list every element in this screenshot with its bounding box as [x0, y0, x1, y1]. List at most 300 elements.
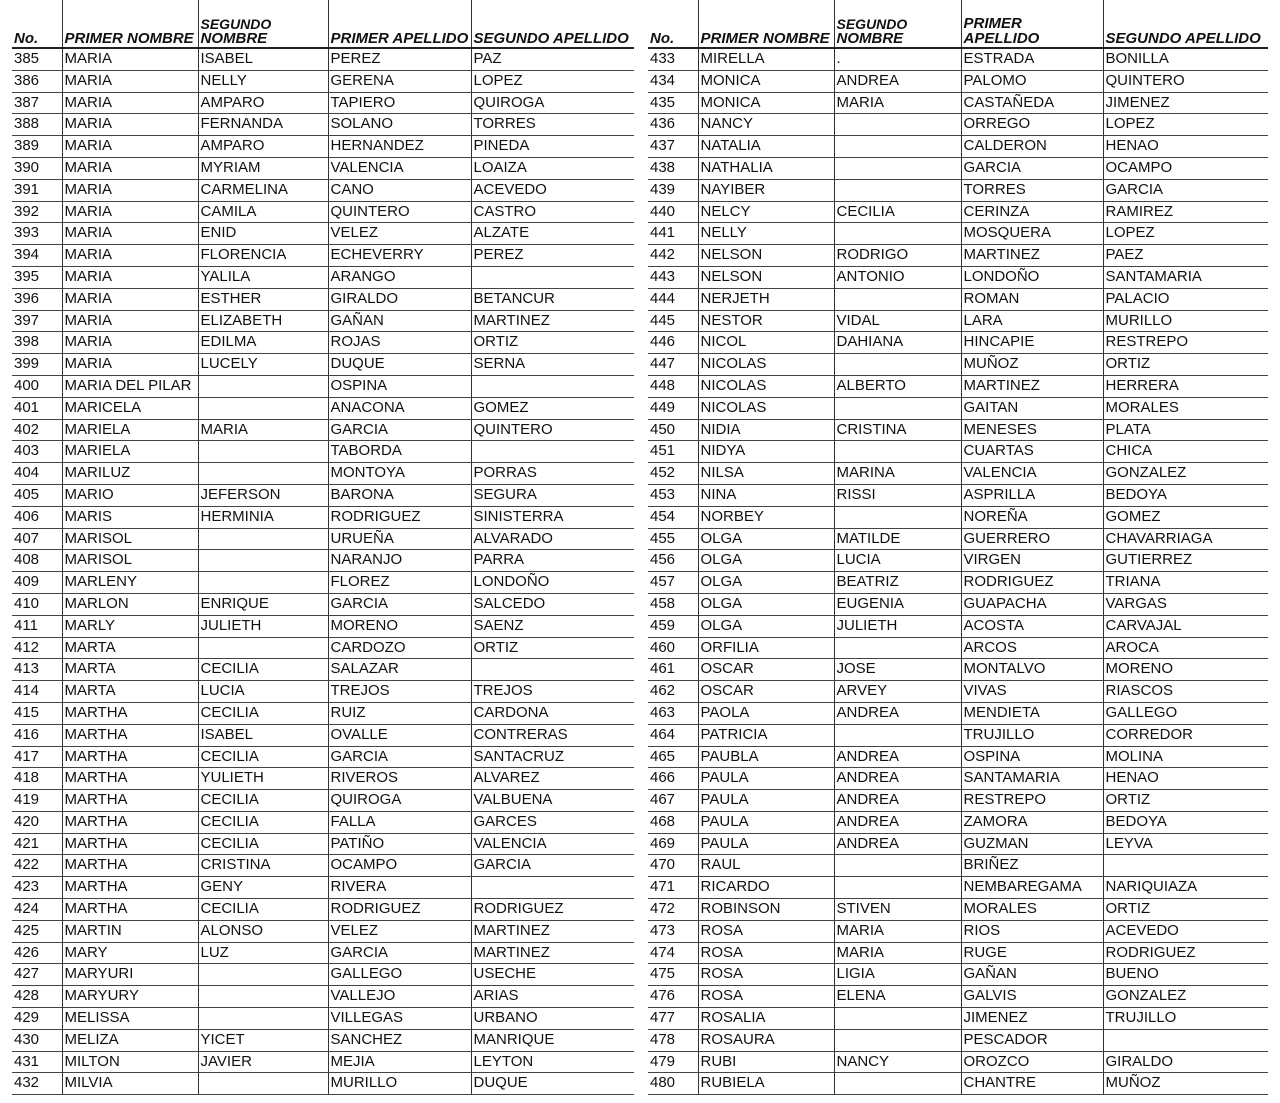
- cell-no: 452: [648, 463, 698, 485]
- cell-segundo-nombre: DAHIANA: [834, 332, 961, 354]
- cell-primer-nombre: MARTHA: [62, 811, 198, 833]
- cell-primer-apellido: ROMAN: [961, 288, 1103, 310]
- cell-segundo-nombre: ARVEY: [834, 681, 961, 703]
- cell-primer-nombre: MELIZA: [62, 1029, 198, 1051]
- cell-primer-apellido: PATIÑO: [328, 833, 471, 855]
- cell-primer-nombre: NILSA: [698, 463, 834, 485]
- cell-no: 422: [12, 855, 62, 877]
- cell-primer-apellido: PALOMO: [961, 70, 1103, 92]
- cell-segundo-nombre: ANDREA: [834, 833, 961, 855]
- cell-no: 463: [648, 702, 698, 724]
- cell-segundo-nombre: [834, 223, 961, 245]
- cell-primer-apellido: RIVEROS: [328, 768, 471, 790]
- cell-no: 391: [12, 179, 62, 201]
- header-segundo-nombre-top: SEGUNDO: [200, 16, 272, 32]
- cell-primer-nombre: MARTHA: [62, 768, 198, 790]
- cell-segundo-apellido: NARIQUIAZA: [1103, 877, 1268, 899]
- cell-no: 409: [12, 572, 62, 594]
- cell-primer-nombre: MONICA: [698, 70, 834, 92]
- cell-segundo-nombre: LUCIA: [834, 550, 961, 572]
- cell-segundo-apellido: RAMIREZ: [1103, 201, 1268, 223]
- cell-segundo-nombre: LUZ: [198, 942, 328, 964]
- table-row: [648, 920, 1268, 942]
- cell-segundo-apellido: RODRIGUEZ: [1103, 942, 1268, 964]
- cell-segundo-apellido: LEYVA: [1103, 833, 1268, 855]
- cell-segundo-apellido: SERNA: [471, 354, 634, 376]
- cell-no: 419: [12, 790, 62, 812]
- cell-segundo-apellido: PORRAS: [471, 463, 634, 485]
- table-row: [12, 201, 634, 223]
- header-row: [12, 0, 634, 48]
- cell-segundo-apellido: VALENCIA: [471, 833, 634, 855]
- cell-primer-apellido: ASPRILLA: [961, 484, 1103, 506]
- cell-segundo-apellido: QUINTERO: [471, 419, 634, 441]
- cell-primer-nombre: MILVIA: [62, 1073, 198, 1095]
- cell-primer-nombre: NATHALIA: [698, 157, 834, 179]
- cell-no: 447: [648, 354, 698, 376]
- cell-segundo-nombre: RODRIGO: [834, 245, 961, 267]
- cell-segundo-apellido: [471, 375, 634, 397]
- cell-primer-nombre: NERJETH: [698, 288, 834, 310]
- cell-primer-apellido: RIVERA: [328, 877, 471, 899]
- cell-primer-apellido: GALLEGO: [328, 964, 471, 986]
- cell-segundo-apellido: CARVAJAL: [1103, 615, 1268, 637]
- cell-segundo-nombre: YULIETH: [198, 768, 328, 790]
- table-row: [648, 506, 1268, 528]
- cell-segundo-apellido: GOMEZ: [1103, 506, 1268, 528]
- cell-no: 415: [12, 702, 62, 724]
- cell-segundo-apellido: CASTRO: [471, 201, 634, 223]
- table-row: [12, 877, 634, 899]
- cell-segundo-nombre: [834, 157, 961, 179]
- cell-no: 474: [648, 942, 698, 964]
- cell-segundo-apellido: GONZALEZ: [1103, 986, 1268, 1008]
- cell-segundo-apellido: PAZ: [471, 48, 634, 70]
- cell-segundo-nombre: CECILIA: [834, 201, 961, 223]
- cell-segundo-nombre: CAMILA: [198, 201, 328, 223]
- cell-primer-apellido: VELEZ: [328, 223, 471, 245]
- table-row: [12, 768, 634, 790]
- cell-no: 407: [12, 528, 62, 550]
- cell-primer-nombre: RUBIELA: [698, 1073, 834, 1095]
- cell-primer-apellido: OSPINA: [961, 746, 1103, 768]
- table-row: [12, 245, 634, 267]
- cell-primer-nombre: MARIA: [62, 201, 198, 223]
- cell-segundo-nombre: BEATRIZ: [834, 572, 961, 594]
- cell-segundo-apellido: RESTREPO: [1103, 332, 1268, 354]
- cell-primer-nombre: OLGA: [698, 550, 834, 572]
- cell-primer-nombre: MARTHA: [62, 877, 198, 899]
- cell-primer-apellido: OROZCO: [961, 1051, 1103, 1073]
- cell-primer-nombre: ROSA: [698, 942, 834, 964]
- cell-segundo-apellido: ALVAREZ: [471, 768, 634, 790]
- cell-segundo-apellido: GARCES: [471, 811, 634, 833]
- cell-primer-apellido: SOLANO: [328, 114, 471, 136]
- cell-segundo-nombre: ANDREA: [834, 702, 961, 724]
- cell-primer-nombre: ORFILIA: [698, 637, 834, 659]
- cell-segundo-nombre: LUCELY: [198, 354, 328, 376]
- cell-segundo-nombre: CECILIA: [198, 790, 328, 812]
- cell-segundo-apellido: LOPEZ: [1103, 223, 1268, 245]
- cell-primer-apellido: GIRALDO: [328, 288, 471, 310]
- table-row: [648, 245, 1268, 267]
- cell-segundo-nombre: ANDREA: [834, 746, 961, 768]
- cell-segundo-apellido: AROCA: [1103, 637, 1268, 659]
- table-row: [12, 419, 634, 441]
- cell-primer-nombre: RAUL: [698, 855, 834, 877]
- cell-segundo-nombre: [834, 114, 961, 136]
- cell-no: 459: [648, 615, 698, 637]
- cell-no: 387: [12, 92, 62, 114]
- cell-primer-nombre: MARIA: [62, 288, 198, 310]
- header-segundo-apellido: SEGUNDO APELLIDO: [1103, 0, 1268, 48]
- table-row: [12, 375, 634, 397]
- table-row: [648, 136, 1268, 158]
- cell-no: 423: [12, 877, 62, 899]
- cell-segundo-apellido: MORALES: [1103, 397, 1268, 419]
- table-row: [12, 637, 634, 659]
- cell-segundo-nombre: ANDREA: [834, 811, 961, 833]
- cell-segundo-nombre: [198, 1008, 328, 1030]
- table-row: [648, 899, 1268, 921]
- cell-primer-apellido: MORENO: [328, 615, 471, 637]
- cell-no: 442: [648, 245, 698, 267]
- table-row: [648, 855, 1268, 877]
- cell-primer-apellido: VALLEJO: [328, 986, 471, 1008]
- cell-segundo-nombre: NANCY: [834, 1051, 961, 1073]
- table-row: [648, 354, 1268, 376]
- cell-primer-nombre: ROSALIA: [698, 1008, 834, 1030]
- cell-segundo-nombre: [834, 136, 961, 158]
- cell-no: 453: [648, 484, 698, 506]
- cell-primer-nombre: RUBI: [698, 1051, 834, 1073]
- table-row: [12, 441, 634, 463]
- cell-segundo-nombre: MARINA: [834, 463, 961, 485]
- cell-segundo-apellido: PEREZ: [471, 245, 634, 267]
- cell-primer-apellido: GALVIS: [961, 986, 1103, 1008]
- cell-segundo-apellido: BONILLA: [1103, 48, 1268, 70]
- cell-primer-nombre: MARLON: [62, 593, 198, 615]
- cell-segundo-apellido: MUÑOZ: [1103, 1073, 1268, 1095]
- table-row: [648, 310, 1268, 332]
- cell-primer-nombre: MARICELA: [62, 397, 198, 419]
- cell-no: 397: [12, 310, 62, 332]
- cell-primer-apellido: MARTINEZ: [961, 245, 1103, 267]
- cell-no: 392: [12, 201, 62, 223]
- cell-no: 404: [12, 463, 62, 485]
- cell-segundo-nombre: EUGENIA: [834, 593, 961, 615]
- cell-primer-nombre: MARIELA: [62, 419, 198, 441]
- cell-primer-nombre: MELISSA: [62, 1008, 198, 1030]
- cell-segundo-nombre: [198, 397, 328, 419]
- header-primer-apellido: PRIMER APELLIDO: [961, 0, 1103, 48]
- cell-segundo-apellido: SEGURA: [471, 484, 634, 506]
- cell-primer-apellido: ECHEVERRY: [328, 245, 471, 267]
- cell-primer-nombre: MARTHA: [62, 899, 198, 921]
- cell-primer-apellido: BRIÑEZ: [961, 855, 1103, 877]
- cell-primer-apellido: NARANJO: [328, 550, 471, 572]
- cell-no: 385: [12, 48, 62, 70]
- cell-primer-nombre: MONICA: [698, 92, 834, 114]
- cell-primer-nombre: MARTIN: [62, 920, 198, 942]
- header-primer-nombre: PRIMER NOMBRE: [62, 0, 198, 48]
- cell-no: 427: [12, 964, 62, 986]
- cell-segundo-nombre: [198, 1073, 328, 1095]
- table-row: [648, 484, 1268, 506]
- table-row: [648, 48, 1268, 70]
- cell-no: 458: [648, 593, 698, 615]
- table-row: [12, 942, 634, 964]
- cell-primer-nombre: ROBINSON: [698, 899, 834, 921]
- cell-no: 439: [648, 179, 698, 201]
- table-row: [648, 441, 1268, 463]
- cell-primer-apellido: TORRES: [961, 179, 1103, 201]
- cell-primer-nombre: ROSA: [698, 920, 834, 942]
- cell-primer-apellido: GARCIA: [961, 157, 1103, 179]
- cell-no: 425: [12, 920, 62, 942]
- cell-primer-apellido: MUÑOZ: [961, 354, 1103, 376]
- cell-primer-apellido: MOSQUERA: [961, 223, 1103, 245]
- cell-segundo-nombre: [198, 441, 328, 463]
- cell-primer-nombre: MARTHA: [62, 724, 198, 746]
- cell-primer-apellido: BARONA: [328, 484, 471, 506]
- cell-primer-nombre: NINA: [698, 484, 834, 506]
- cell-segundo-nombre: CECILIA: [198, 659, 328, 681]
- cell-segundo-nombre: [198, 637, 328, 659]
- cell-segundo-nombre: [198, 375, 328, 397]
- cell-segundo-nombre: [834, 441, 961, 463]
- cell-no: 461: [648, 659, 698, 681]
- cell-primer-apellido: GUERRERO: [961, 528, 1103, 550]
- table-row: [12, 572, 634, 594]
- table-row: [12, 833, 634, 855]
- table-row: [12, 70, 634, 92]
- cell-no: 479: [648, 1051, 698, 1073]
- table-row: [648, 528, 1268, 550]
- cell-primer-apellido: RODRIGUEZ: [961, 572, 1103, 594]
- cell-segundo-apellido: TRIANA: [1103, 572, 1268, 594]
- cell-segundo-nombre: JEFERSON: [198, 484, 328, 506]
- cell-segundo-apellido: VALBUENA: [471, 790, 634, 812]
- cell-primer-nombre: MARTA: [62, 637, 198, 659]
- cell-segundo-nombre: FLORENCIA: [198, 245, 328, 267]
- cell-no: 457: [648, 572, 698, 594]
- cell-primer-apellido: VILLEGAS: [328, 1008, 471, 1030]
- cell-no: 403: [12, 441, 62, 463]
- cell-segundo-apellido: MARTINEZ: [471, 920, 634, 942]
- cell-primer-apellido: NEMBAREGAMA: [961, 877, 1103, 899]
- cell-segundo-nombre: [834, 506, 961, 528]
- cell-no: 410: [12, 593, 62, 615]
- cell-no: 451: [648, 441, 698, 463]
- cell-primer-apellido: GAITAN: [961, 397, 1103, 419]
- cell-primer-nombre: NELSON: [698, 266, 834, 288]
- table-row: [12, 1051, 634, 1073]
- cell-primer-apellido: CASTAÑEDA: [961, 92, 1103, 114]
- cell-segundo-apellido: PAEZ: [1103, 245, 1268, 267]
- cell-segundo-nombre: [198, 572, 328, 594]
- cell-primer-nombre: NIDYA: [698, 441, 834, 463]
- table-row: [12, 899, 634, 921]
- cell-primer-nombre: MARLENY: [62, 572, 198, 594]
- cell-no: 389: [12, 136, 62, 158]
- cell-primer-nombre: OLGA: [698, 528, 834, 550]
- cell-segundo-nombre: LUCIA: [198, 681, 328, 703]
- table-row: [648, 790, 1268, 812]
- cell-segundo-nombre: ANTONIO: [834, 266, 961, 288]
- cell-no: 421: [12, 833, 62, 855]
- cell-segundo-nombre: YALILA: [198, 266, 328, 288]
- cell-primer-nombre: NESTOR: [698, 310, 834, 332]
- cell-primer-nombre: MARIA: [62, 136, 198, 158]
- table-row: [648, 746, 1268, 768]
- cell-primer-nombre: PAULA: [698, 833, 834, 855]
- cell-segundo-nombre: CECILIA: [198, 702, 328, 724]
- table-row: [648, 266, 1268, 288]
- table-row: [648, 157, 1268, 179]
- cell-no: 402: [12, 419, 62, 441]
- cell-no: 465: [648, 746, 698, 768]
- cell-no: 420: [12, 811, 62, 833]
- cell-no: 475: [648, 964, 698, 986]
- cell-primer-apellido: GAÑAN: [328, 310, 471, 332]
- cell-primer-nombre: MARTHA: [62, 790, 198, 812]
- cell-no: 406: [12, 506, 62, 528]
- cell-primer-nombre: MARIA: [62, 223, 198, 245]
- cell-segundo-apellido: LOAIZA: [471, 157, 634, 179]
- cell-segundo-apellido: [471, 266, 634, 288]
- cell-no: 429: [12, 1008, 62, 1030]
- cell-segundo-nombre: AMPARO: [198, 136, 328, 158]
- cell-no: 476: [648, 986, 698, 1008]
- table-row: [648, 964, 1268, 986]
- header-no: No.: [12, 0, 62, 48]
- cell-primer-apellido: CHANTRE: [961, 1073, 1103, 1095]
- cell-primer-nombre: MARTHA: [62, 855, 198, 877]
- cell-primer-nombre: NELCY: [698, 201, 834, 223]
- cell-primer-nombre: ROSAURA: [698, 1029, 834, 1051]
- cell-primer-apellido: MONTALVO: [961, 659, 1103, 681]
- right-name-table: [648, 0, 1268, 1095]
- cell-no: 444: [648, 288, 698, 310]
- table-row: [12, 484, 634, 506]
- cell-segundo-apellido: MARTINEZ: [471, 942, 634, 964]
- cell-no: 390: [12, 157, 62, 179]
- cell-segundo-nombre: NELLY: [198, 70, 328, 92]
- cell-no: 430: [12, 1029, 62, 1051]
- table-row: [648, 1051, 1268, 1073]
- cell-segundo-nombre: CECILIA: [198, 833, 328, 855]
- cell-primer-apellido: LONDOÑO: [961, 266, 1103, 288]
- cell-segundo-nombre: [834, 179, 961, 201]
- cell-primer-apellido: DUQUE: [328, 354, 471, 376]
- cell-primer-apellido: QUINTERO: [328, 201, 471, 223]
- cell-segundo-nombre: [834, 1073, 961, 1095]
- cell-primer-apellido: JIMENEZ: [961, 1008, 1103, 1030]
- table-row: [12, 615, 634, 637]
- cell-no: 393: [12, 223, 62, 245]
- cell-segundo-apellido: LONDOÑO: [471, 572, 634, 594]
- table-row: [12, 310, 634, 332]
- table-row: [648, 593, 1268, 615]
- cell-primer-nombre: MARILUZ: [62, 463, 198, 485]
- cell-primer-nombre: MARLY: [62, 615, 198, 637]
- cell-primer-apellido: RUIZ: [328, 702, 471, 724]
- table-row: [12, 1029, 634, 1051]
- cell-primer-nombre: NICOLAS: [698, 354, 834, 376]
- cell-primer-nombre: ROSA: [698, 964, 834, 986]
- cell-no: 433: [648, 48, 698, 70]
- cell-segundo-nombre: ELIZABETH: [198, 310, 328, 332]
- cell-primer-apellido: RUGE: [961, 942, 1103, 964]
- cell-no: 396: [12, 288, 62, 310]
- table-row: [12, 223, 634, 245]
- cell-segundo-apellido: ORTIZ: [471, 637, 634, 659]
- cell-primer-nombre: MARIA: [62, 245, 198, 267]
- table-row: [648, 375, 1268, 397]
- cell-segundo-apellido: GIRALDO: [1103, 1051, 1268, 1073]
- table-row: [648, 811, 1268, 833]
- cell-primer-apellido: GARCIA: [328, 942, 471, 964]
- cell-primer-apellido: CALDERON: [961, 136, 1103, 158]
- table-row: [648, 332, 1268, 354]
- cell-segundo-nombre: [834, 1029, 961, 1051]
- table-row: [12, 986, 634, 1008]
- table-row: [12, 1073, 634, 1095]
- cell-primer-apellido: TREJOS: [328, 681, 471, 703]
- cell-no: 436: [648, 114, 698, 136]
- cell-primer-nombre: PAULA: [698, 768, 834, 790]
- cell-segundo-nombre: MATILDE: [834, 528, 961, 550]
- table-row: [12, 746, 634, 768]
- cell-segundo-nombre: ENID: [198, 223, 328, 245]
- cell-segundo-nombre: .: [834, 48, 961, 70]
- table-row: [12, 463, 634, 485]
- left-name-table: [12, 0, 634, 1095]
- cell-segundo-apellido: SANTACRUZ: [471, 746, 634, 768]
- cell-primer-nombre: NIDIA: [698, 419, 834, 441]
- cell-segundo-nombre: [834, 1008, 961, 1030]
- table-row: [648, 179, 1268, 201]
- cell-segundo-apellido: DUQUE: [471, 1073, 634, 1095]
- name-table: [648, 0, 1268, 1095]
- cell-no: 480: [648, 1073, 698, 1095]
- table-row: [12, 811, 634, 833]
- cell-primer-apellido: VALENCIA: [961, 463, 1103, 485]
- cell-segundo-apellido: USECHE: [471, 964, 634, 986]
- cell-no: 395: [12, 266, 62, 288]
- cell-segundo-apellido: GARCIA: [471, 855, 634, 877]
- cell-primer-apellido: TRUJILLO: [961, 724, 1103, 746]
- cell-no: 471: [648, 877, 698, 899]
- cell-segundo-nombre: JAVIER: [198, 1051, 328, 1073]
- cell-primer-apellido: VALENCIA: [328, 157, 471, 179]
- cell-segundo-apellido: BETANCUR: [471, 288, 634, 310]
- cell-primer-nombre: MARIA: [62, 179, 198, 201]
- table-row: [12, 136, 634, 158]
- cell-no: 440: [648, 201, 698, 223]
- cell-primer-nombre: MARIO: [62, 484, 198, 506]
- cell-segundo-apellido: QUIROGA: [471, 92, 634, 114]
- cell-no: 445: [648, 310, 698, 332]
- cell-no: 467: [648, 790, 698, 812]
- table-row: [12, 397, 634, 419]
- cell-primer-apellido: ARCOS: [961, 637, 1103, 659]
- cell-primer-apellido: OVALLE: [328, 724, 471, 746]
- table-row: [12, 114, 634, 136]
- cell-primer-apellido: CARDOZO: [328, 637, 471, 659]
- cell-segundo-apellido: ACEVEDO: [1103, 920, 1268, 942]
